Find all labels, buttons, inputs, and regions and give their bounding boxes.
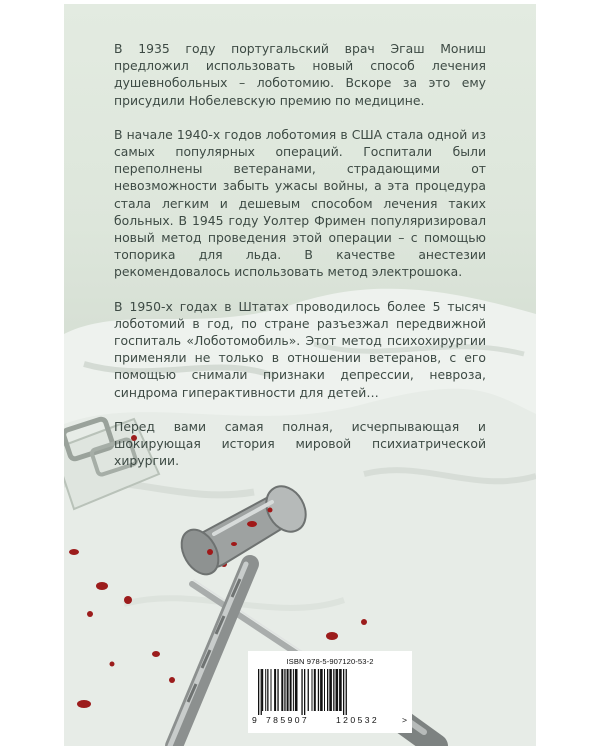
ean-right-group: 120532 [336, 715, 380, 725]
barcode-label [248, 651, 412, 733]
paragraph-2: В начале 1940-х годов лоботомия в США стала одной из самых популярных операций. Госпитали были переполнены ветеранами, страдающими от невозможности забыть ужасы войны, а эта процедура стала легким и дешевым способом лечения таких больных. В 1945 году Уолтер Фримен популяризировал новый метод проведения этой операции – с помощью топорика для льда. В качестве анестезии рекомендовалось использовать метод электрошока. [114, 126, 486, 280]
paragraph-3: В 1950-х годах в Штатах проводилось более 5 тысяч лоботомий в год, по стране разъезжал передвижной госпиталь «Лоботомобиль». Этот метод психохирургии применяли не только в отношении ветеранов, с его помощью снимали признаки депрессии, невроза, синдрома гиперактивности для детей… [114, 298, 486, 400]
ean-digits [252, 715, 408, 727]
isbn-number: ISBN 978-5-907120-53-2 [286, 657, 374, 666]
barcode-bars [258, 669, 404, 715]
ean-left-group: 785907 [266, 715, 310, 725]
annotation-text [114, 40, 486, 486]
paragraph-1: В 1935 году португальский врач Эгаш Мониш предложил использовать новый способ лечения душевнобольных – лоботомию. Вскоре за это ему присудили Нобелевскую премию по медицине. [114, 41, 486, 108]
ean-first-digit: 9 [252, 715, 257, 725]
ean-quiet-mark: > [402, 715, 408, 725]
book-back-cover [64, 4, 536, 746]
paragraph-4: Перед вами самая полная, исчерпывающая и шокирующая история мировой психиатрической хирургии. [114, 418, 486, 469]
